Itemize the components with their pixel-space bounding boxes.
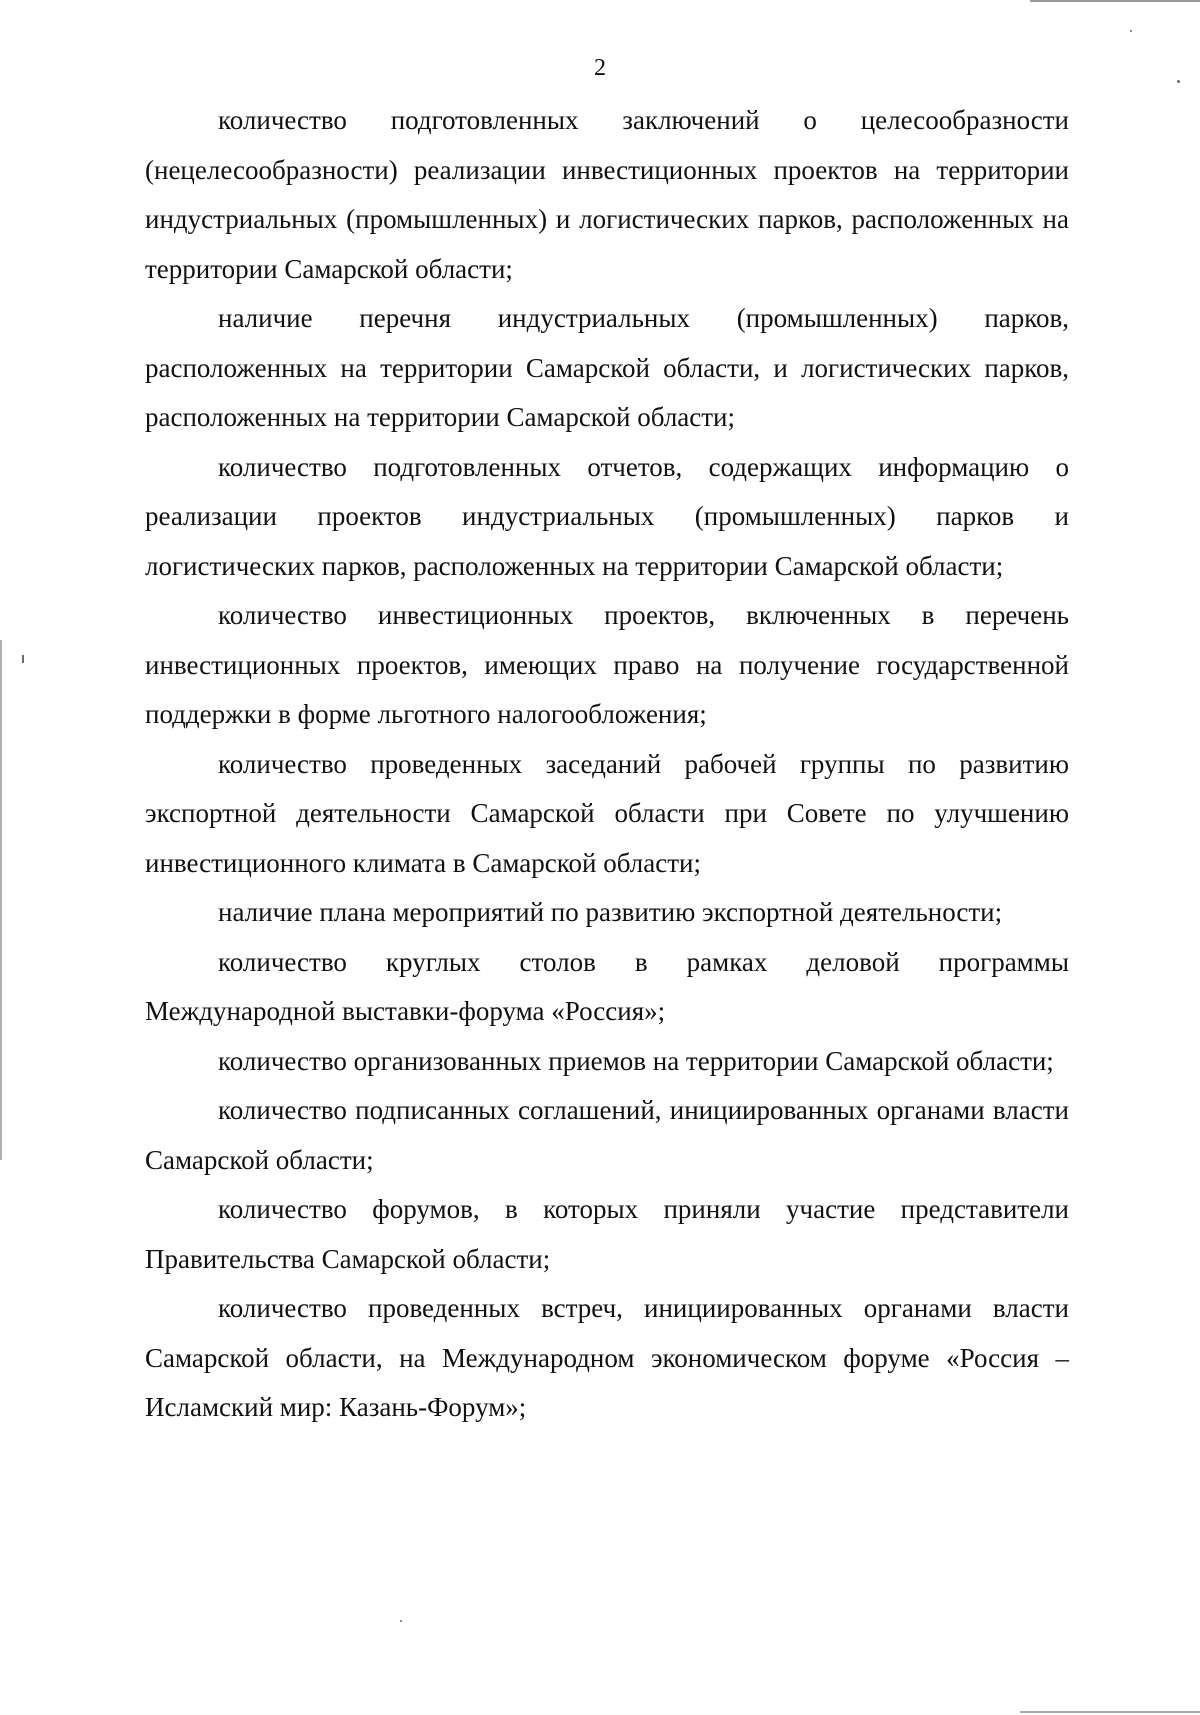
paragraph-5: количество проведенных заседаний рабочей группы по развитию экспортной деятельности Самарской области при Совете по улучшению инвестиционного климата в Самарской области; — [145, 748, 1069, 878]
scan-speck — [22, 655, 24, 663]
document-body — [145, 96, 1069, 1433]
paragraph-8: количество организованных приемов на территории Самарской области; — [218, 1045, 1054, 1076]
paragraph-3: количество подготовленных отчетов, содержащих информацию о реализации проектов индустриальных (промышленных) парков и логистических парков, расположенных на территории Самарской области; — [145, 451, 1069, 581]
paragraph-11: количество проведенных встреч, инициированных органами власти Самарской области, на Международном экономическом форуме «Россия – Исламский мир: Казань-Форум»; — [145, 1293, 1069, 1422]
scan-edge-mark-bottom — [1020, 1711, 1200, 1713]
scan-speck — [400, 1620, 402, 1622]
paragraph-1: количество подготовленных заключений о целесообразности (нецелесообразности) реализации инвестиционных проектов на территории индустриальных (промышленных) и логистических парков, расположенных на территории Самарской области; — [145, 105, 1069, 284]
paragraph-9: количество подписанных соглашений, инициированных органами власти Самарской области; — [145, 1095, 1069, 1175]
page-number: 2 — [594, 55, 606, 81]
scan-edge-mark-top — [1030, 0, 1200, 2]
paragraph-10: количество форумов, в которых приняли участие представители Правительства Самарской области; — [145, 1194, 1069, 1274]
scan-edge-mark-left — [0, 640, 2, 1160]
paragraph-7: количество круглых столов в рамках деловой программы Международной выставки-форума «Россия»; — [145, 946, 1069, 1026]
paragraph-4: количество инвестиционных проектов, включенных в перечень инвестиционных проектов, имеющих право на получение государственной поддержки в форме льготного налогообложения; — [145, 600, 1069, 729]
paragraph-2: наличие перечня индустриальных (промышленных) парков, расположенных на территории Самарской области, и логистических парков, расположенных на территории Самарской области; — [145, 303, 1069, 432]
paragraph-6: наличие плана мероприятий по развитию экспортной деятельности; — [218, 897, 1003, 927]
scan-speck — [1130, 30, 1132, 32]
